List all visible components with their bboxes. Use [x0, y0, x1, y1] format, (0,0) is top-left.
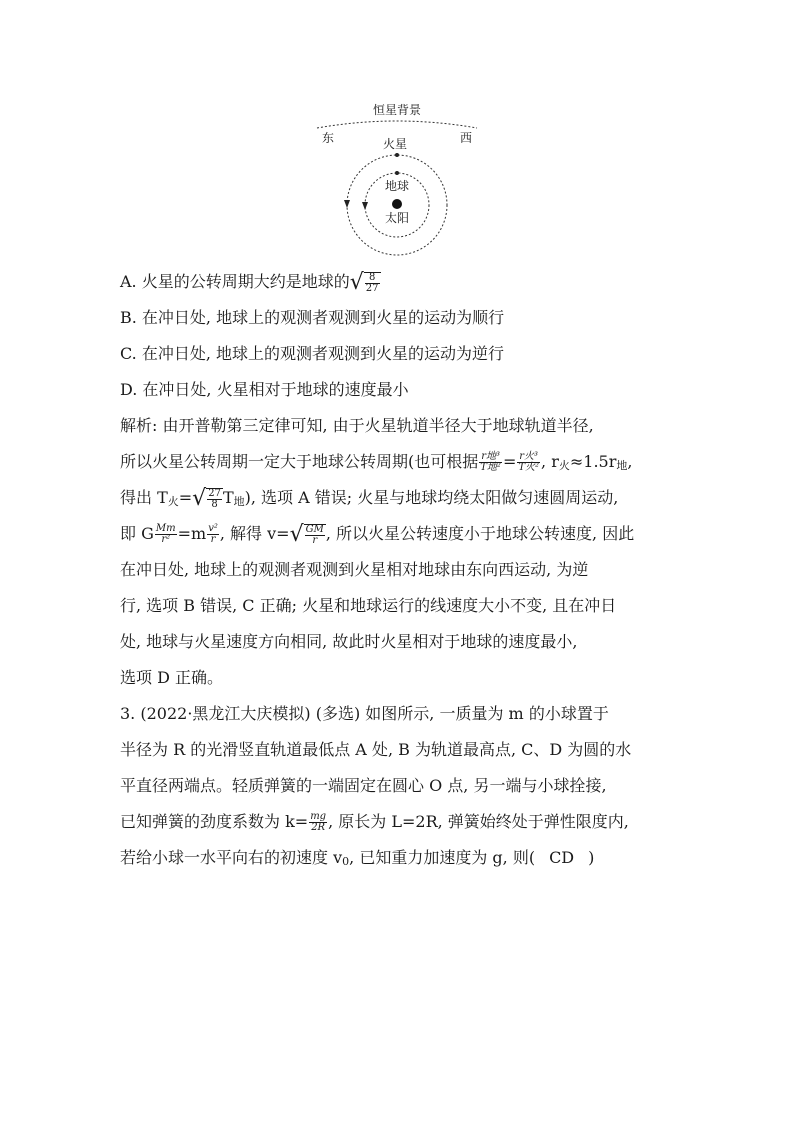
mars-direction-arrow [344, 200, 350, 208]
star-background-arc [317, 121, 477, 128]
analysis-text: , [627, 452, 633, 471]
option-c: C. 在冲日处, 地球上的观测者观测到火星的运动为逆行 [120, 344, 505, 363]
analysis-text: , 解得 v= [219, 524, 290, 543]
analysis-text: 所以火星公转周期一定大于地球公转周期(也可根据 [120, 452, 479, 471]
subscript: 地 [233, 495, 245, 508]
sun-dot [392, 199, 402, 209]
equals: = [502, 452, 517, 471]
earth-label: 地球 [384, 179, 410, 193]
question-3-line-5 [120, 840, 680, 876]
equals: = [178, 488, 193, 507]
analysis-text: , r [541, 452, 559, 471]
sqrt-27-8: √ $\frac{27}{8}$ [192, 485, 221, 511]
analysis-text: ), 选项 A 错误; 火星与地球均绕太阳做匀速圆周运动, [244, 488, 619, 507]
earth-dot [395, 171, 399, 175]
frac-den: 27 [365, 282, 379, 294]
centripetal-frac: $\frac{\text{v²}}{r}$ [208, 523, 218, 545]
analysis-text: , 所以火星公转速度小于地球公转速度, 因此 [325, 524, 635, 543]
analysis-line-5: 在冲日处, 地球上的观测者观测到火星相对地球由东向西运动, 为逆 [120, 560, 589, 579]
sqrt-gm-r: √ $\frac{GM}{r}$ [289, 521, 324, 547]
sqrt-8-27: √ $\frac{8}{27}$ [349, 269, 379, 295]
question-3-line-4 [120, 804, 680, 840]
analysis-line-7: 处, 地球与火星速度方向相同, 故此时火星相对于地球的速度最小, [120, 632, 578, 651]
subscript: 火 [167, 495, 179, 508]
kepler-frac-mars: $\frac{\text{r火³}}{\text{T火²}}$ [518, 451, 540, 473]
equals: =m [177, 524, 207, 543]
question-text: 已知弹簧的劲度系数为 k= [120, 812, 309, 831]
star-background-label: 恒星背景 [372, 103, 422, 117]
subscript: 地 [616, 459, 628, 472]
sun-label: 太阳 [384, 211, 410, 225]
analysis-line-6: 行, 选项 B 错误, C 正确; 火星和地球运行的线速度大小不变, 且在冲日 [120, 596, 617, 615]
analysis-line-4 [120, 516, 680, 552]
option-a-text: A. 火星的公转周期大约是地球的 [120, 272, 350, 291]
option-a [120, 264, 680, 300]
analysis-text: T [222, 488, 234, 507]
answer-cd: CD [549, 848, 575, 867]
question-text: ) [588, 848, 595, 867]
gravity-frac: $\frac{Mm}{\text{r²}}$ [155, 523, 176, 545]
spring-constant-frac: $\frac{mg}{2R}$ [310, 811, 327, 833]
option-d: D. 在冲日处, 火星相对于地球的速度最小 [120, 380, 409, 399]
analysis-line-3 [120, 480, 680, 516]
analysis-line-2 [120, 444, 680, 480]
analysis-text: 得出 T [120, 488, 168, 507]
kepler-frac-earth: $\frac{\text{r地³}}{\text{T地²}}$ [480, 451, 501, 473]
question-text: , 原长为 L=2R, 弹簧始终处于弹性限度内, [328, 812, 629, 831]
document-body [120, 264, 680, 876]
question-text: , 已知重力加速度为 g, 则( [349, 848, 536, 867]
question-3-line-3: 平直径两端点。轻质弹簧的一端固定在圆心 O 点, 另一端与小球拴接, [120, 776, 607, 795]
earth-direction-arrow [362, 202, 368, 210]
frac-num: 8 [365, 273, 380, 284]
orbit-diagram [312, 100, 482, 260]
east-label: 东 [322, 131, 335, 145]
analysis-line-1: 解析: 由开普勒第三定律可知, 由于火星轨道半径大于地球轨道半径, [120, 416, 594, 435]
question-text: 若给小球一水平向右的初速度 v [120, 848, 343, 867]
mars-label: 火星 [382, 137, 408, 151]
option-b: B. 在冲日处, 地球上的观测者观测到火星的运动为顺行 [120, 308, 505, 327]
analysis-line-8: 选项 D 正确。 [120, 668, 224, 687]
question-3-line-1: 3. (2022·黑龙江大庆模拟) (多选) 如图所示, 一质量为 m 的小球置于 [120, 704, 609, 723]
analysis-text: ≈1.5r [569, 452, 617, 471]
subscript: 0 [342, 855, 350, 868]
mars-dot [395, 153, 399, 157]
question-3-line-2: 半径为 R 的光滑竖直轨道最低点 A 处, B 为轨道最高点, C、D 为圆的水 [120, 740, 632, 759]
west-label: 西 [460, 131, 473, 145]
analysis-text: 即 G [120, 524, 154, 543]
subscript: 火 [558, 459, 570, 472]
